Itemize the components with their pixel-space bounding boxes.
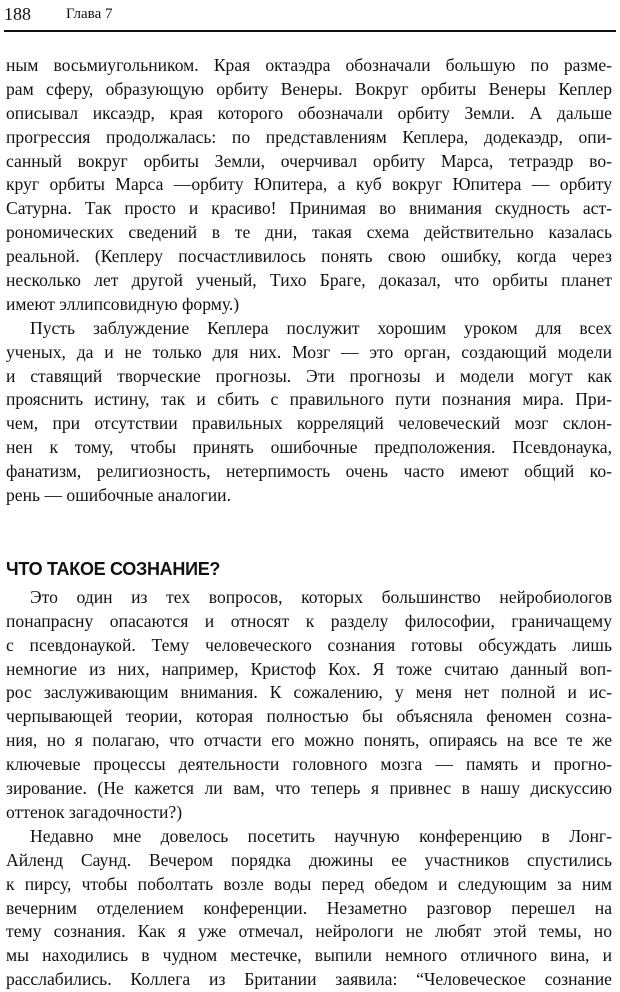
text-line: к пирсу, чтобы поболтать возле воды перед обедом и следующим за ним <box>6 873 612 894</box>
text-line: прогрессия продолжалась: по представлениям Кеплера, додекаэдр, опи- <box>6 126 612 147</box>
text-line: описывал иксаэдр, края которого обозначали орбиту Земли. А дальше <box>6 102 612 123</box>
text-line: Недавно мне довелось посетить научную конференцию в Лонг- <box>30 825 612 846</box>
text-line: санный вокруг орбиты Земли, очерчивал орбиту Марса, тетраэдр во- <box>6 150 612 171</box>
text-line: черпывающей теории, которая полностью бы объясняла феномен созна- <box>6 706 612 727</box>
page-body <box>6 54 612 992</box>
running-header <box>4 0 616 32</box>
text-line: понапрасну опасаются и относят к разделу философии, граничащему <box>6 610 612 631</box>
text-line: Айленд Саунд. Вечером порядка дюжины ее участников спустились <box>6 849 612 870</box>
section-spacer <box>6 508 612 554</box>
text-line: рос заслуживающим внимания. К сожалению, у меня нет полной и ис- <box>6 682 612 703</box>
text-line: оттенок загадочности?) <box>6 801 183 822</box>
text-line: тему сознания. Как я уже отмечал, нейрологи не любят этой темы, но <box>6 921 612 942</box>
paragraph <box>6 317 612 508</box>
text-line: рономических сведений в те дни, такая схема действительно казалась <box>6 222 612 243</box>
text-line: реальной. (Кеплеру посчастливилось понять свою ошибку, когда через <box>6 246 612 267</box>
text-line: круг орбиты Марса —орбиту Юпитера, а куб вокруг Юпитера — орбиту <box>6 174 612 195</box>
text-line: зирование. (Не кажется ли вам, что теперь я привнес в нашу дискуссию <box>6 778 612 799</box>
text-line: фанатизм, религиозность, нетерпимость очень часто имеют общий ко- <box>6 461 612 482</box>
text-line: Пусть заблуждение Кеплера послужит хорошим уроком для всех <box>30 317 612 338</box>
text-line: рам сферу, образующую орбиту Венеры. Вокруг орбиты Венеры Кеплер <box>6 78 612 99</box>
text-line: ным восьмиугольником. Края октаэдра обозначали большую по разме- <box>6 55 612 75</box>
text-line: Это один из тех вопросов, которых большинство нейробиологов <box>30 586 612 607</box>
page-number: 188 <box>4 4 31 24</box>
text-line: чем, при отсутствии правильных корреляций человеческий мозг склон- <box>6 413 612 434</box>
chapter-title: Глава 7 <box>66 6 113 22</box>
text-line: ученых, да и не только для них. Мозг — это орган, создающий модели <box>6 341 612 362</box>
text-line: вечерним отделением конференции. Незаметно разговор перешел на <box>6 897 612 918</box>
text-line: немногие из них, например, Кристоф Кох. Я тоже считаю данный воп- <box>6 658 612 679</box>
paragraph <box>6 586 612 825</box>
text-line: с псевдонаукой. Тему человеческого сознания готовы обсуждать лишь <box>6 634 612 655</box>
text-line: имеют эллипсовидную форму.) <box>6 293 240 314</box>
text-line: мы находились в чудном местечке, выпили немного отличного вина, и <box>6 945 612 966</box>
text-line: Сатурна. Так просто и красиво! Принимая во внимания скудность аст- <box>6 198 612 219</box>
text-line: расслабились. Коллега из Британии заявила: “Человеческое сознание <box>6 969 612 990</box>
section-heading: ЧТО ТАКОЕ СОЗНАНИЕ? <box>6 558 221 579</box>
paragraph <box>6 54 612 317</box>
text-line: несколько лет другой ученый, Тихо Браге, доказал, что орбиты планет <box>6 270 612 291</box>
text-line: нен к тому, чтобы принять ошибочные предположения. Псевдонаука, <box>6 437 612 458</box>
text-line: и ставящий творческие прогнозы. Эти прогнозы и модели могут как <box>6 365 612 386</box>
text-line: ключевые процессы деятельности головного мозга — память и прогно- <box>6 754 612 775</box>
text-line: ния, но я полагаю, что отчасти его можно понять, опираясь на все те же <box>6 730 612 751</box>
paragraph <box>6 825 612 992</box>
text-line: прояснить истину, так и сбить с правильного пути познания мира. При- <box>6 389 612 410</box>
text-line: рень — ошибочные аналогии. <box>6 485 231 506</box>
